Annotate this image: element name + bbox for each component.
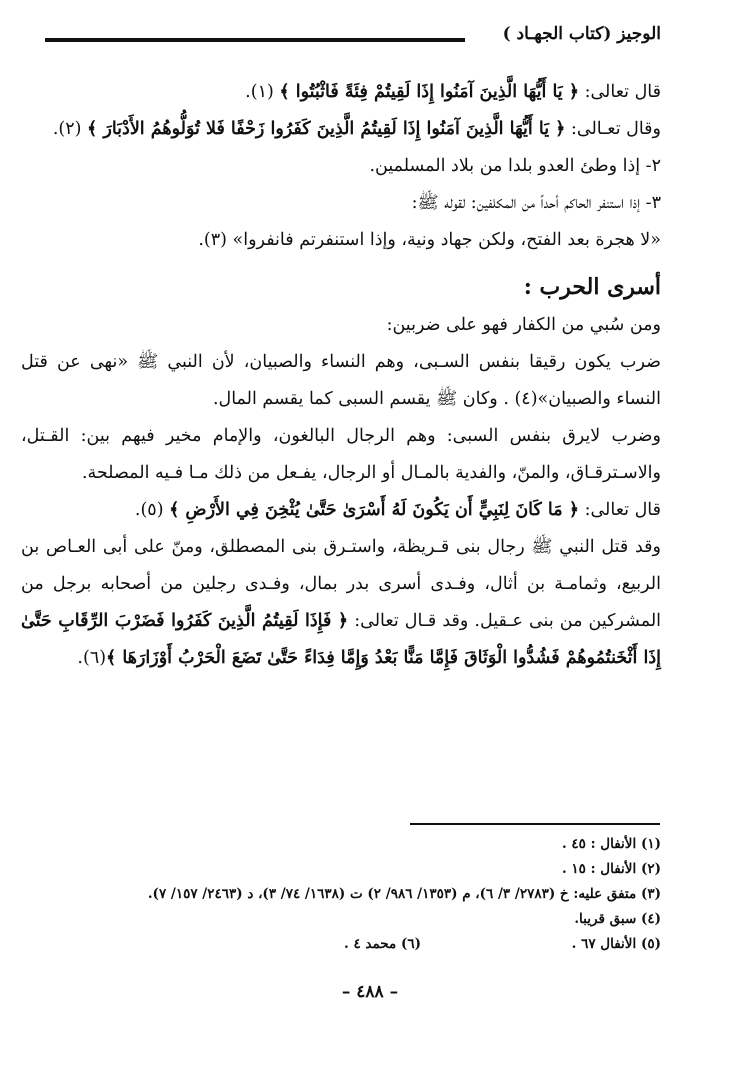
footnote-4: (٤) سبق قريبا. bbox=[574, 911, 661, 927]
footnote-ref-2: (٢). bbox=[52, 119, 88, 139]
page-number: – ٤٨٨ – bbox=[341, 982, 399, 1002]
footnote-ref-1: (١). bbox=[245, 82, 280, 102]
quran-verse-6: ﴿ فَإِذَا لَقِيتُمُ الَّذِينَ كَفَرُوا فَضَرْبَ الرِّقَابِ حَتَّىٰ إِذَا أَثْخَنتُمُوهُمْ فَشُدُّوا الْوَثَاقَ فَإِمَّا مَنًّا بَعْدُ وَإِمَّا فِدَاءً حَتَّىٰ تَضَعَ الْحَرْبُ أَوْزَارَهَا ﴾ bbox=[21, 611, 661, 668]
footnote-1: (١) الأنفال : ٤٥ . bbox=[561, 836, 661, 852]
paragraph-1 bbox=[21, 74, 661, 111]
main-text bbox=[21, 74, 661, 677]
hadith-quote: «لا هجرة بعد الفتح، ولكن جهاد ونية، وإذا استنفرتم فانفروا» (٣). bbox=[198, 230, 661, 250]
footnote-3: (٣) متفق عليه: خ (٢٧٨٣/ ٣/ ٦)، م (١٣٥٣/ ٩٨٦/ ٢) ت (١٦٣٨/ ٧٤/ ٣)، د (٢٤٦٣/ ١٥٧/ ٧). bbox=[147, 886, 661, 902]
paragraph-6-intro: قال تعالى: bbox=[579, 500, 661, 520]
footnotes bbox=[21, 832, 661, 957]
paragraph-1-intro: قال تعالى: bbox=[579, 82, 661, 102]
paragraph-7 bbox=[21, 529, 661, 677]
paragraph-2-intro: وقال تعـالى: bbox=[565, 119, 661, 139]
paragraph-3: ومن سُبي من الكفار فهو على ضربين: bbox=[386, 315, 661, 335]
quran-verse-1: ﴿ يَا أَيُّهَا الَّذِينَ آمَنُوا إِذَا لَقِيتُمْ فِئَةً فَاثْبُتُوا ﴾ bbox=[279, 82, 579, 102]
paragraph-2 bbox=[21, 111, 661, 148]
footnote-ref-6: (٦). bbox=[77, 648, 107, 668]
section-heading: أسرى الحرب : bbox=[523, 274, 661, 300]
footnote-rule bbox=[410, 823, 660, 825]
paragraph-5: وضرب لايرق بنفس السبى: وهم الرجال البالغون، والإمام مخير فيهم بين: القـتل، والاسـترقـاق، والمنّ، والفدية بالمـال أو الرجال، يفـعل من ذلك مـا فـيه المصلحة. bbox=[21, 426, 661, 483]
quran-verse-2: ﴿ يَا أَيُّهَا الَّذِينَ آمَنُوا إِذَا لَقِيتُمُ الَّذِينَ كَفَرُوا زَحْفًا فَلا تُوَلُّوهُمُ الأَدْبَارَ ﴾ bbox=[87, 119, 566, 139]
paragraph-6 bbox=[21, 492, 661, 529]
list-item-2: ٢- إذا وطئ العدو بلدا من بلاد المسلمين. bbox=[369, 156, 661, 176]
paragraph-4: ضرب يكون رقيقا بنفس السـبى، وهم النساء والصبيان، لأن النبي ﷺ «نهى عن قتل النساء والصبيان»(٤) . وكان ﷺ يقسم السبى كما يقسم المال. bbox=[21, 352, 661, 409]
footnote-2: (٢) الأنفال : ١٥ . bbox=[561, 861, 661, 877]
footnote-ref-5: (٥). bbox=[134, 500, 170, 520]
footnote-5: (٥) الأنفال ٦٧ . bbox=[571, 936, 661, 952]
running-header: الوجيز (كتاب الجهـاد ) bbox=[502, 24, 661, 44]
paragraph-7-text: وقد قتل النبي ﷺ رجال بنى قـريظة، واستـرق بنى المصطلق، ومنّ على أبى العـاص بن الربيع، وثمامـة بن أثال، وفـدى أسرى بدر بمال، وفـدى رجلين من أصحابه برجل من المشركين من بنى عـقيل. وقد قـال تعالى: bbox=[21, 537, 662, 631]
quran-verse-5: ﴿ مَا كَانَ لِنَبِيٍّ أَن يَكُونَ لَهُ أَسْرَىٰ حَتَّىٰ يُثْخِنَ فِي الأَرْضِ ﴾ bbox=[169, 500, 579, 520]
list-item-3: ٣- إذا استنفر الحاكم أحداً من المكلفين: لقوله ﷺ: bbox=[411, 193, 661, 213]
header-rule bbox=[45, 38, 465, 42]
footnote-6: (٦) محمد ٤ . bbox=[344, 936, 421, 952]
footnote-row bbox=[21, 932, 661, 957]
